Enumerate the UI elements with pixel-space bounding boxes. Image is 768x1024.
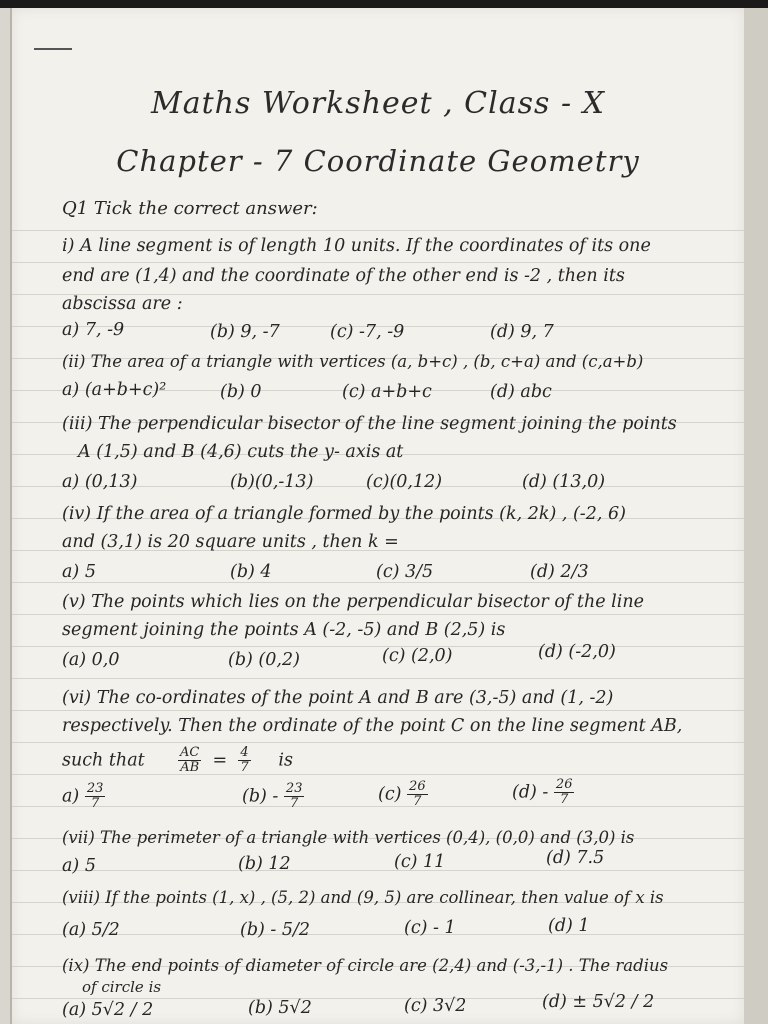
option-a[interactable] [62, 782, 105, 812]
option-d[interactable]: (d) abc [490, 382, 552, 402]
ruled-line [12, 582, 744, 583]
option-c[interactable]: (c)(0,12) [366, 472, 443, 492]
fraction-numerator: 26 [409, 779, 426, 794]
option-d[interactable]: (d) 9, 7 [490, 322, 554, 342]
option-b[interactable]: (b) 9, -7 [210, 322, 280, 342]
option-d[interactable]: (d) 1 [548, 916, 590, 936]
option-a[interactable]: (a) 0,0 [62, 650, 120, 670]
option-d[interactable]: (d) 2/3 [530, 562, 589, 582]
option-a[interactable]: a) 5 [62, 856, 96, 876]
question-line: (vii) The perimeter of a triangle with vertices (0,4), (0,0) and (3,0) is [62, 828, 635, 847]
scan-right-edge [742, 8, 768, 1024]
option-c[interactable]: (c) 3√2 [404, 996, 467, 1016]
ratio-value-fraction [238, 746, 250, 776]
question-line: (ix) The end points of diameter of circle are (2,4) and (-3,-1) . The radius [62, 956, 669, 975]
question-line: (vi) The co-ordinates of the point A and B are (3,-5) and (1, -2) [62, 688, 614, 708]
option-label: (d) - [512, 782, 549, 803]
question-line: respectively. Then the ordinate of the point C on the line segment AB, [62, 716, 683, 736]
scan-top-edge [0, 0, 768, 8]
option-a[interactable]: a) 7, -9 [62, 320, 125, 340]
ruled-line [12, 710, 744, 711]
margin-mark [34, 48, 72, 50]
option-b[interactable]: (b) 4 [230, 562, 272, 582]
instruction-text: Q1 Tick the correct answer: [62, 198, 318, 219]
question-line: (viii) If the points (1, x) , (5, 2) and (9, 5) are collinear, then value of x is [62, 888, 664, 907]
option-c[interactable]: (c) (2,0) [382, 646, 453, 666]
option-b[interactable]: (b) 12 [238, 854, 291, 874]
option-b[interactable] [242, 782, 304, 812]
option-b[interactable]: (b)(0,-13) [230, 472, 314, 492]
fraction-denominator: 7 [560, 792, 569, 808]
fraction-denominator: 7 [413, 794, 422, 810]
question-line: (v) The points which lies on the perpendicular bisector of the line [62, 592, 644, 612]
question-line: (iii) The perpendicular bisector of the line segment joining the points [62, 414, 677, 434]
option-c[interactable]: (c) a+b+c [342, 382, 432, 402]
option-b[interactable]: (b) 5√2 [248, 998, 312, 1018]
worksheet-title: Maths Worksheet , Class - X [151, 86, 605, 121]
option-c[interactable]: (c) 3/5 [376, 562, 434, 582]
option-c[interactable] [378, 780, 428, 810]
question-line: end are (1,4) and the coordinate of the other end is -2 , then its [62, 266, 625, 286]
option-label: a) [62, 786, 80, 807]
fraction-denominator: 7 [240, 760, 249, 776]
option-c[interactable]: (c) - 1 [404, 918, 456, 938]
option-a[interactable]: (a) 5/2 [62, 920, 120, 940]
question-line: of circle is [82, 978, 162, 996]
option-label: (c) [378, 784, 402, 805]
option-a[interactable]: (a) 5√2 / 2 [62, 1000, 154, 1020]
worksheet-page [10, 8, 744, 1024]
question-line: (ii) The area of a triangle with vertices (a, b+c) , (b, c+a) and (c,a+b) [62, 352, 644, 371]
fraction-denominator: 7 [290, 796, 299, 812]
option-b[interactable]: (b) (0,2) [228, 650, 300, 670]
option-fraction [554, 778, 575, 808]
ruled-line [12, 742, 744, 743]
question-line: (iv) If the area of a triangle formed by the points (k, 2k) , (-2, 6) [62, 504, 626, 524]
option-d[interactable]: (d) (13,0) [522, 472, 606, 492]
option-d[interactable]: (d) 7.5 [546, 848, 605, 868]
fraction-denominator: 7 [90, 796, 100, 812]
option-b[interactable]: (b) - 5/2 [240, 920, 311, 940]
ruled-line [12, 870, 744, 871]
question-line: abscissa are : [62, 294, 183, 314]
ruled-line [12, 934, 744, 935]
question-text: such that [62, 750, 145, 771]
ruled-line [12, 646, 744, 647]
ruled-line [12, 678, 744, 679]
question-line: segment joining the points A (-2, -5) and B (2,5) is [62, 620, 506, 640]
option-d[interactable]: (d) (-2,0) [538, 642, 616, 662]
option-c[interactable]: (c) -7, -9 [330, 322, 405, 342]
fraction-numerator: 23 [86, 781, 104, 796]
option-a[interactable]: a) (0,13) [62, 472, 138, 492]
option-fraction [407, 780, 428, 810]
question-line: i) A line segment is of length 10 units. If the coordinates of its one [62, 236, 651, 256]
option-fraction [85, 782, 106, 812]
option-label: (b) - [242, 786, 279, 807]
fraction-numerator: 26 [555, 777, 573, 792]
fraction-numerator: 4 [240, 745, 249, 760]
ruled-line [12, 262, 744, 263]
fraction-denominator: AB [180, 760, 200, 776]
ruled-line [12, 614, 744, 615]
option-a[interactable]: a) 5 [62, 562, 96, 582]
question-text: is [278, 750, 293, 771]
question-line: and (3,1) is 20 square units , then k = [62, 532, 399, 552]
ruled-line [12, 230, 744, 231]
option-c[interactable]: (c) 11 [394, 852, 446, 872]
option-d[interactable]: (d) ± 5√2 / 2 [542, 992, 655, 1012]
option-fraction [284, 782, 305, 812]
question-line: such that $\frac{AC}{AB}$ = $\frac{4}{7}$ is [62, 745, 293, 776]
chapter-title: Chapter - 7 Coordinate Geometry [116, 144, 640, 178]
fraction-numerator: 23 [285, 781, 303, 796]
option-a[interactable]: a) (a+b+c)² [62, 380, 167, 400]
question-line: A (1,5) and B (4,6) cuts the y- axis at [78, 442, 404, 462]
ratio-fraction [178, 746, 201, 776]
option-b[interactable]: (b) 0 [220, 382, 262, 402]
option-d[interactable] [512, 778, 574, 808]
fraction-numerator: AC [180, 745, 200, 760]
